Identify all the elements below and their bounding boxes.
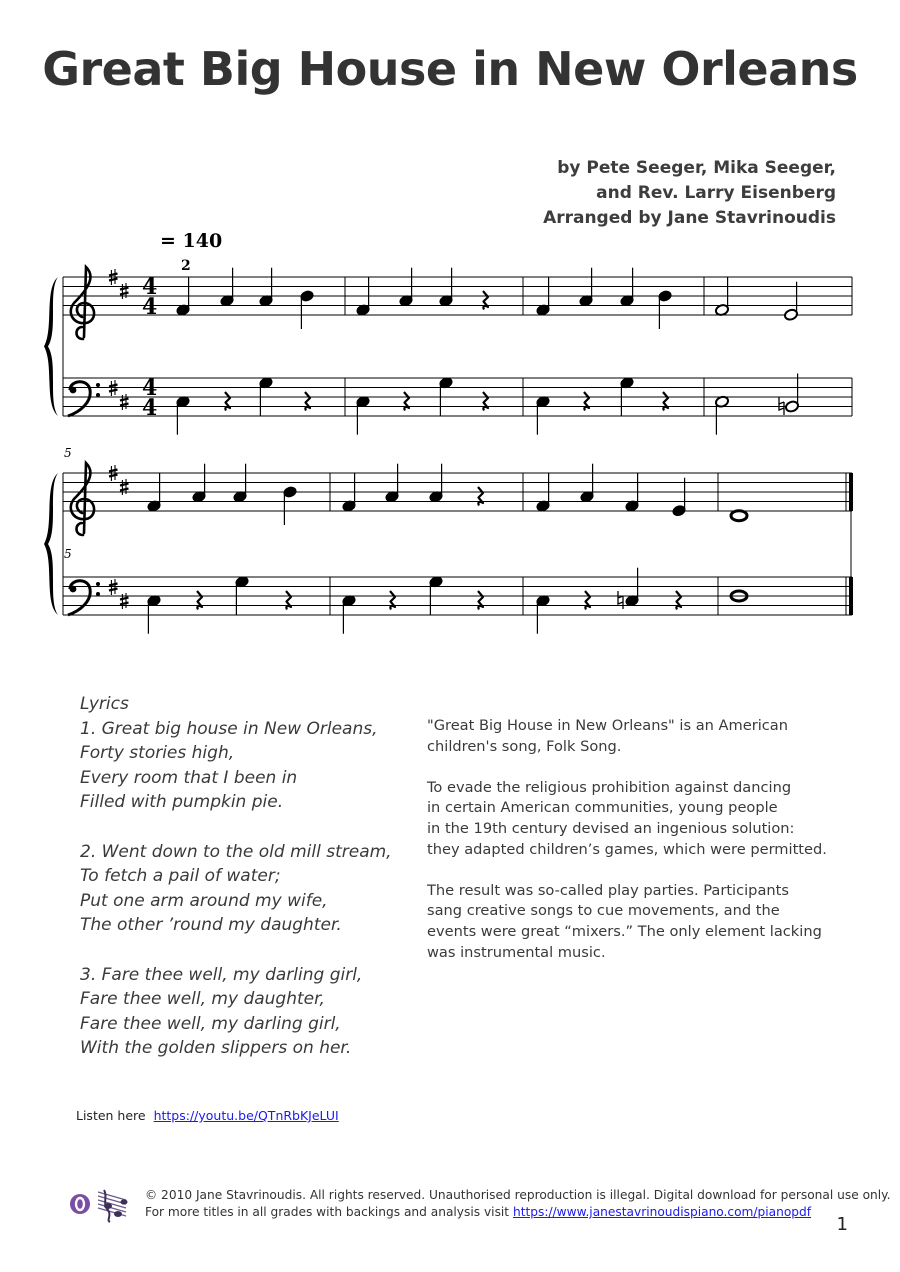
quarter-rest-icon [390,591,395,610]
bass-clef-icon [68,382,90,416]
more-titles-line [145,1204,890,1221]
lyric-line: Filled with pumpkin pie. [80,792,284,813]
quarter-rest-icon [663,392,668,411]
page-number: 1 [836,1214,848,1235]
info-line: in certain American communities, young people [427,799,778,817]
credit-line-co-composer: and Rev. Larry Eisenberg [596,183,836,203]
youtube-link[interactable]: https://youtu.be/QTnRbKJeLUI [153,1108,339,1123]
tempo-marking: = 140 [160,230,223,252]
sharp-icon [120,394,129,410]
sharp-icon [120,479,129,495]
page-title: Great Big House in New Orleans [42,42,858,96]
sharp-icon [120,593,129,609]
credit-line-arranger: Arranged by Jane Stavrinoudis [543,208,836,228]
quarter-rest-icon [483,392,488,411]
quarter-rest-icon [305,392,310,411]
publisher-logo-icon [68,1186,136,1224]
time-sig-top-bass: 4 [142,375,158,401]
quarter-rest-icon [478,487,483,506]
bass-clef-icon [68,581,90,615]
lyric-line: With the golden slippers on her. [80,1038,352,1059]
brace-icon [44,473,58,615]
lyric-line: To fetch a pail of water; [80,866,281,887]
info-line: sang creative songs to cue movements, and the [427,902,780,920]
bass-clef-dot [96,393,100,397]
lyrics-heading: Lyrics [80,694,129,714]
info-line: in the 19th century devised an ingenious solution: [427,819,795,837]
lyric-line: 3. Fare thee well, my darling girl, [80,964,363,985]
info-line: events were great “mixers.” The only element lacking [427,922,822,940]
whole-note [731,511,747,521]
fingering-number: 2 [181,258,191,274]
bass-clef-dot [96,582,100,586]
quarter-rest-icon [676,591,681,610]
lyric-line: Put one arm around my wife, [80,890,328,911]
listen-label: Listen here [76,1108,146,1123]
bass-clef-dot [96,383,100,387]
website-link[interactable]: https://www.janestavrinoudispiano.com/pianopdf [512,1205,812,1219]
footer [145,1187,890,1221]
lyric-line: Forty stories high, [80,743,235,764]
bass-clef-dot [70,586,77,593]
bass-clef-dot [70,387,77,394]
info-line: To evade the religious prohibition against dancing [427,778,792,796]
treble-clef-icon [71,463,94,535]
time-sig-top-treble: 4 [142,274,158,300]
listen-here [76,1108,339,1123]
sharp-icon [120,283,129,299]
bass-clef-dot [96,592,100,596]
treble-clef-icon [71,267,94,339]
more-titles-text: For more titles in all grades with backings and analysis visit [145,1205,513,1219]
quarter-rest-icon [197,591,202,610]
time-sig-bottom-treble: 4 [142,294,158,320]
quarter-rest-icon [483,291,488,310]
quarter-rest-icon [404,392,409,411]
credit-line-composers: by Pete Seeger, Mika Seeger, [557,158,836,178]
lyric-line: 2. Went down to the old mill stream, [80,841,392,862]
measure-number-treble: 5 [64,446,72,460]
song-info [427,716,827,963]
lyric-line: Fare thee well, my darling girl, [80,1013,341,1034]
info-line: they adapted children’s games, which were permitted. [427,840,827,858]
lyric-line: Every room that I been in [80,767,298,788]
quarter-rest-icon [585,591,590,610]
quarter-rest-icon [584,392,589,411]
time-sig-bottom-bass: 4 [142,395,158,421]
info-line: "Great Big House in New Orleans" is an American [427,717,788,734]
natural-icon [618,591,623,609]
sheet-music-score [0,220,900,640]
quarter-rest-icon [286,591,291,610]
lyric-line: Fare thee well, my daughter, [80,989,325,1010]
quarter-rest-icon [225,392,230,411]
info-line: children's song, Folk Song. [427,737,622,755]
lyrics-block [80,692,400,1061]
lyric-line: The other ’round my daughter. [80,915,342,936]
info-line: The result was so-called play parties. Participants [427,881,789,899]
info-line: was instrumental music. [427,943,606,961]
brace-icon [44,277,58,416]
copyright-notice: © 2010 Jane Stavrinoudis. All rights reserved. Unauthorised reproduction is illegal. Digital download for personal use only. [145,1188,891,1202]
measure-number-bass: 5 [64,547,72,561]
quarter-rest-icon [478,591,483,610]
lyric-line: 1. Great big house in New Orleans, [80,718,378,739]
